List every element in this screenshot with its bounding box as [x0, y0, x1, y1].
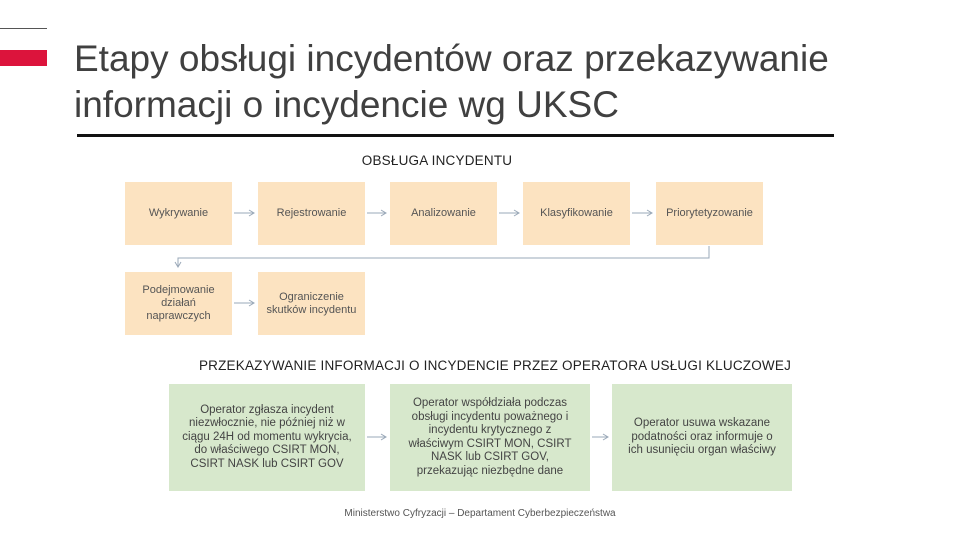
incident-handling-heading: OBSŁUGA INCYDENTU: [361, 153, 513, 168]
info-step-text: Operator zgłasza incydent niezwłocznie, nie później niż w ciągu 24H od momentu wykrycia, do właściwego CSIRT MON, CSIRT NASK lub CSIRT GOV: [182, 403, 352, 470]
info-step-text: Operator usuwa wskazane podatności oraz informuje o ich usunięciu organ właściwy: [628, 417, 776, 457]
step-label: Rejestrowanie: [276, 207, 347, 219]
step-label: Priorytetyzowanie: [666, 207, 753, 219]
arrow-wrap: [178, 246, 709, 267]
step-label: Analizowanie: [411, 207, 476, 219]
step-label: Klasyfikowanie: [540, 207, 613, 219]
info-step-report: [169, 384, 365, 491]
step-label: Podejmowanie działań naprawczych: [142, 284, 215, 322]
step-label: Wykrywanie: [148, 207, 209, 219]
info-step-text: Operator współdziała podczas obsługi incydentu poważnego i incydentu krytycznego z właściwym CSIRT MON, CSIRT NASK lub CSIRT GOV, przekazując niezbędne dane: [408, 397, 572, 477]
info-transfer-heading: PRZEKAZYWANIE INFORMACJI O INCYDENCIE PRZEZ OPERATORA USŁUGI KLUCZOWEJ: [198, 358, 792, 373]
step-label: Ograniczenie skutków incydentu: [266, 290, 357, 316]
info-step-cooperate: [390, 384, 590, 491]
info-step-remediate: [612, 384, 792, 491]
page-title: Etapy obsługi incydentów oraz przekazywanie informacji o incydencie wg UKSC: [74, 38, 829, 125]
footer-text: Ministerstwo Cyfryzacji – Departament Cyberbezpieczeństwa: [344, 508, 616, 519]
